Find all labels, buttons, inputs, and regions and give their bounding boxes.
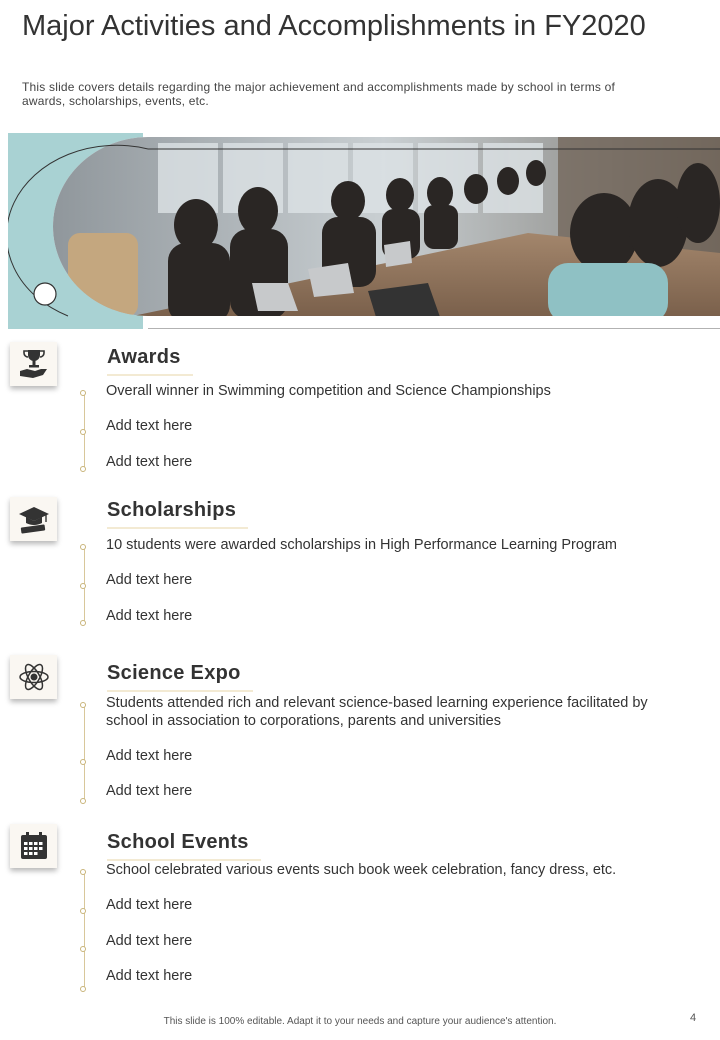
- awards-icon-box: [10, 342, 57, 386]
- school-events-item-4: Add text here: [106, 968, 193, 984]
- science-expo-dot-1: [80, 702, 86, 708]
- school-events-item-3: Add text here: [106, 933, 193, 949]
- calendar-icon: [17, 829, 51, 863]
- page-title: Major Activities and Accomplishments in FY2020: [22, 10, 646, 42]
- meeting-photo: [48, 137, 720, 323]
- science-expo-item-3: Add text here: [106, 783, 193, 799]
- school-events-dot-2: [80, 908, 86, 914]
- awards-item-1: Overall winner in Swimming competition and Science Championships: [106, 383, 551, 399]
- banner-dot: [34, 283, 56, 305]
- scholarships-dot-1: [80, 544, 86, 550]
- footer-note: This slide is 100% editable. Adapt it to your needs and capture your audience's attention.: [163, 1016, 557, 1027]
- science-expo-timeline: [84, 705, 85, 803]
- school-events-dot-4: [80, 986, 86, 992]
- scholarships-icon-box: [10, 497, 57, 541]
- science-expo-dot-3: [80, 798, 86, 804]
- scholarships-dot-3: [80, 620, 86, 626]
- trophy-hand-icon: [17, 347, 51, 381]
- scholarships-item-3: Add text here: [106, 608, 193, 624]
- page-number: 4: [690, 1012, 697, 1024]
- awards-title: Awards: [107, 346, 193, 376]
- school-events-dot-1: [80, 869, 86, 875]
- scholarships-dot-2: [80, 583, 86, 589]
- banner-photo: [8, 133, 720, 329]
- awards-item-3: Add text here: [106, 454, 193, 470]
- graduation-cap-icon: [17, 502, 51, 536]
- school-events-timeline: [84, 872, 85, 990]
- page-subtitle: This slide covers details regarding the major achievement and accomplishments made by school in terms of awards, scholarships, events, etc.: [22, 80, 616, 108]
- school-events-item-1: School celebrated various events such book week celebration, fancy dress, etc.: [106, 862, 617, 878]
- school-events-item-2: Add text here: [106, 897, 193, 913]
- scholarships-item-1: 10 students were awarded scholarships in High Performance Learning Program: [106, 537, 617, 553]
- school-events-dot-3: [80, 946, 86, 952]
- science-expo-icon-box: [10, 655, 57, 699]
- school-events-icon-box: [10, 824, 57, 868]
- awards-item-2: Add text here: [106, 418, 193, 434]
- science-expo-item-1: Students attended rich and relevant science-based learning experience facilitated by school in association to corporations, parents and universities: [106, 695, 648, 729]
- scholarships-title: Scholarships: [107, 499, 248, 529]
- scholarships-item-2: Add text here: [106, 572, 193, 588]
- awards-dot-1: [80, 390, 86, 396]
- awards-dot-2: [80, 429, 86, 435]
- school-events-title: School Events: [107, 831, 261, 861]
- science-expo-title: Science Expo: [107, 662, 253, 692]
- science-expo-dot-2: [80, 759, 86, 765]
- science-expo-item-2: Add text here: [106, 748, 193, 764]
- atom-icon: [17, 660, 51, 694]
- awards-dot-3: [80, 466, 86, 472]
